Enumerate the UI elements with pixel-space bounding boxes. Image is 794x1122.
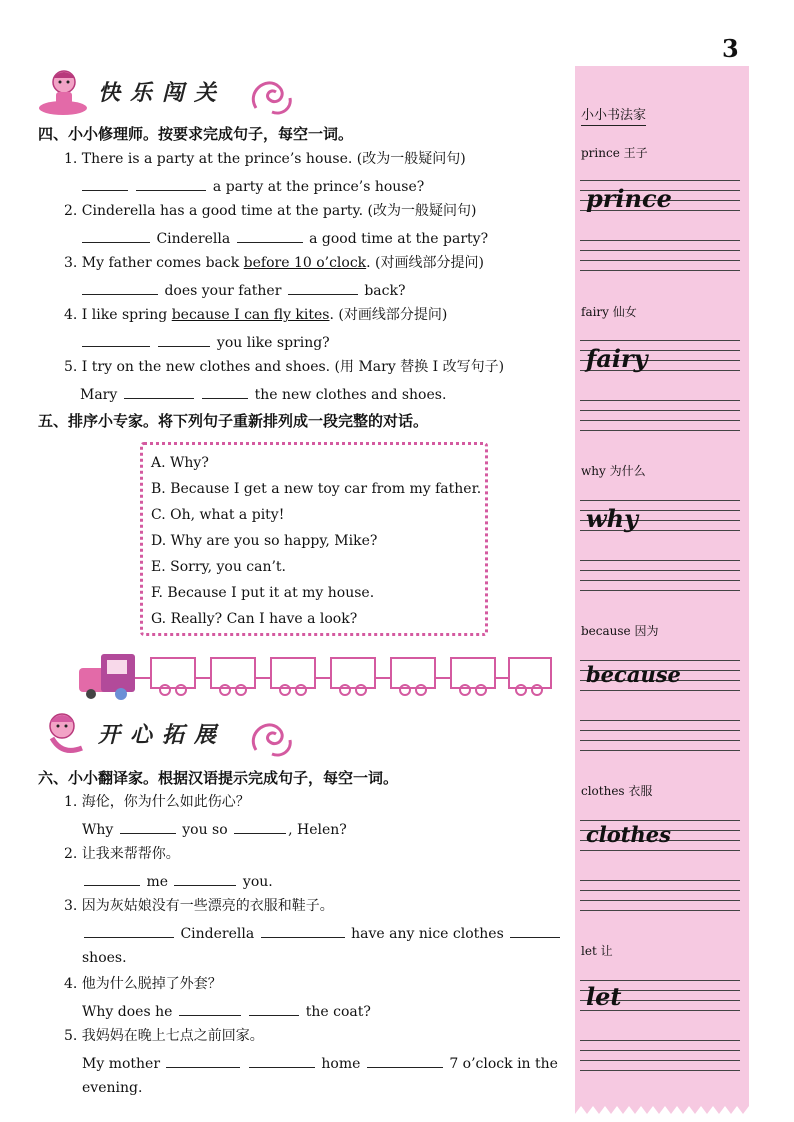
order-box[interactable] xyxy=(271,658,315,688)
q4-3-text xyxy=(64,254,484,272)
answer-blank[interactable] xyxy=(261,923,345,938)
cursive-word: why xyxy=(586,504,639,533)
q6-5-answer xyxy=(82,1053,558,1073)
q4-2-tail: a good time at the party? xyxy=(309,231,489,247)
cursive-word: let xyxy=(586,982,622,1011)
q4-3-tail: back? xyxy=(364,283,406,299)
q4-4-answer xyxy=(80,332,330,352)
q6-5-b: home xyxy=(321,1056,361,1072)
q4-4-post: . (对画线部分提问) xyxy=(329,307,448,323)
banner-happy-level xyxy=(38,66,298,118)
q4-1-text: 1. There is a party at the prince’s house. (改为一般疑问句) xyxy=(64,151,466,167)
q6-1-answer xyxy=(82,819,347,839)
q6-2-a: me xyxy=(146,874,169,890)
banner-extension xyxy=(38,708,298,760)
dialogue-option: F. Because I put it at my house. xyxy=(151,585,375,601)
order-box[interactable] xyxy=(451,658,495,688)
cartoon-girl-icon xyxy=(38,708,98,760)
answer-blank[interactable] xyxy=(158,332,210,347)
sidebar-title: 小小书法家 xyxy=(581,104,646,126)
cursive-word: clothes xyxy=(586,822,671,847)
writing-lines[interactable] xyxy=(580,560,740,600)
writing-lines[interactable] xyxy=(580,880,740,920)
train-engine-icon xyxy=(79,654,135,700)
q4-4-pre: 4. I like spring xyxy=(64,307,168,323)
section4-heading: 四、小小修理师。按要求完成句子，每空一词。 xyxy=(38,125,354,143)
q6-4-cn: 4. 他为什么脱掉了外套？ xyxy=(64,976,222,992)
dialogue-options-box xyxy=(140,442,488,636)
q4-2-mid: Cinderella xyxy=(156,231,231,247)
answer-blank[interactable] xyxy=(367,1053,443,1068)
q6-2-cn: 2. 让我来帮帮你。 xyxy=(64,846,180,862)
q4-2-text: 2. Cinderella has a good time at the party. (改为一般疑问句) xyxy=(64,203,477,219)
answer-blank[interactable] xyxy=(237,228,303,243)
q6-5-c: 7 o’clock in the xyxy=(449,1056,558,1072)
q6-3-answer xyxy=(82,923,562,943)
q4-1-answer xyxy=(80,176,424,196)
dialogue-option: B. Because I get a new toy car from my father. xyxy=(151,481,482,497)
answer-blank[interactable] xyxy=(82,332,150,347)
dialogue-option: E. Sorry, you can’t. xyxy=(151,559,287,575)
q6-5-a: My mother xyxy=(82,1056,161,1072)
q6-3-a: Cinderella xyxy=(180,926,255,942)
answer-blank[interactable] xyxy=(202,384,248,399)
q4-4-underlined: because I can fly kites xyxy=(171,307,330,323)
q4-2-answer xyxy=(80,228,488,248)
answer-blank[interactable] xyxy=(249,1053,315,1068)
q4-3-underlined: before 10 o’clock xyxy=(243,255,367,271)
q6-3-cn: 3. 因为灰姑娘没有一些漂亮的衣服和鞋子。 xyxy=(64,898,334,914)
q4-1-tail: a party at the prince’s house? xyxy=(212,179,425,195)
writing-lines[interactable] xyxy=(580,1040,740,1080)
answer-blank[interactable] xyxy=(288,280,358,295)
swirl-ornament-icon xyxy=(246,72,296,118)
q4-5-text: 5. I try on the new clothes and shoes. (用 Mary 替换 I 改写句子) xyxy=(64,359,505,375)
answer-blank[interactable] xyxy=(510,923,560,938)
answer-blank[interactable] xyxy=(84,923,174,938)
q6-3-b: have any nice clothes xyxy=(351,926,504,942)
q6-5-tail: evening. xyxy=(82,1080,143,1096)
answer-blank[interactable] xyxy=(124,384,194,399)
answer-blank[interactable] xyxy=(166,1053,240,1068)
answer-blank[interactable] xyxy=(82,228,150,243)
q4-3-answer xyxy=(80,280,405,300)
order-box[interactable] xyxy=(331,658,375,688)
answer-blank[interactable] xyxy=(82,280,158,295)
q6-2-answer xyxy=(82,871,273,891)
q4-4-text xyxy=(64,306,447,324)
word-label: because 因为 xyxy=(581,624,659,638)
q6-1-c: , Helen? xyxy=(288,822,347,838)
dialogue-option: C. Oh, what a pity! xyxy=(151,507,285,523)
cursive-word: prince xyxy=(586,184,672,213)
q6-1-a: Why xyxy=(82,822,114,838)
writing-lines[interactable] xyxy=(580,400,740,440)
cursive-word: because xyxy=(586,662,681,687)
writing-lines[interactable] xyxy=(580,240,740,280)
order-box[interactable] xyxy=(509,658,551,688)
word-label: why 为什么 xyxy=(581,464,646,478)
q6-1-cn: 1. 海伦，你为什么如此伤心？ xyxy=(64,794,250,810)
answer-blank[interactable] xyxy=(174,871,236,886)
dialogue-option: D. Why are you so happy, Mike? xyxy=(151,533,378,549)
q4-5-head: Mary xyxy=(80,387,118,403)
q6-5-cn: 5. 我妈妈在晚上七点之前回家。 xyxy=(64,1028,264,1044)
q4-3-post: . (对画线部分提问) xyxy=(366,255,484,271)
answer-blank[interactable] xyxy=(136,176,206,191)
answer-blank[interactable] xyxy=(84,871,140,886)
q6-3-tail: shoes. xyxy=(82,950,127,966)
q6-4-answer xyxy=(82,1001,371,1021)
q6-4-b: the coat? xyxy=(305,1004,371,1020)
answer-blank[interactable] xyxy=(120,819,176,834)
dialogue-option: G. Really? Can I have a look? xyxy=(151,611,358,627)
section5-heading: 五、排序小专家。将下列句子重新排列成一段完整的对话。 xyxy=(38,412,429,430)
page-number: 3 xyxy=(722,34,739,63)
order-box[interactable] xyxy=(391,658,435,688)
answer-blank[interactable] xyxy=(249,1001,299,1016)
answer-blank[interactable] xyxy=(179,1001,241,1016)
word-label: fairy 仙女 xyxy=(581,305,637,319)
q4-5-answer xyxy=(80,384,446,404)
cursive-word: fairy xyxy=(586,344,648,373)
section6-heading: 六、小小翻译家。根据汉语提示完成句子，每空一词。 xyxy=(38,769,399,787)
q4-5-tail: the new clothes and shoes. xyxy=(254,387,447,403)
q4-3-pre: 3. My father comes back xyxy=(64,255,240,271)
q6-4-a: Why does he xyxy=(82,1004,173,1020)
q6-2-b: you. xyxy=(242,874,273,890)
sidebar-zigzag-edge xyxy=(575,1098,749,1114)
word-label: clothes 衣服 xyxy=(581,784,653,798)
q6-1-b: you so xyxy=(182,822,228,838)
writing-lines[interactable] xyxy=(580,720,740,760)
order-box[interactable] xyxy=(211,658,255,688)
train-answer-strip xyxy=(75,648,555,700)
answer-blank[interactable] xyxy=(234,819,286,834)
answer-blank[interactable] xyxy=(82,176,128,191)
order-box[interactable] xyxy=(151,658,195,688)
cartoon-boy-icon xyxy=(38,66,98,118)
swirl-ornament-icon xyxy=(246,714,296,760)
banner-title: 开心拓展 xyxy=(98,723,227,748)
word-label: prince 王子 xyxy=(581,146,648,160)
q4-4-tail: you like spring? xyxy=(216,335,330,351)
q4-3-mid: does your father xyxy=(164,283,282,299)
dialogue-option: A. Why? xyxy=(151,455,209,471)
banner-title: 快乐闯关 xyxy=(98,81,227,106)
word-label: let 让 xyxy=(581,944,613,958)
